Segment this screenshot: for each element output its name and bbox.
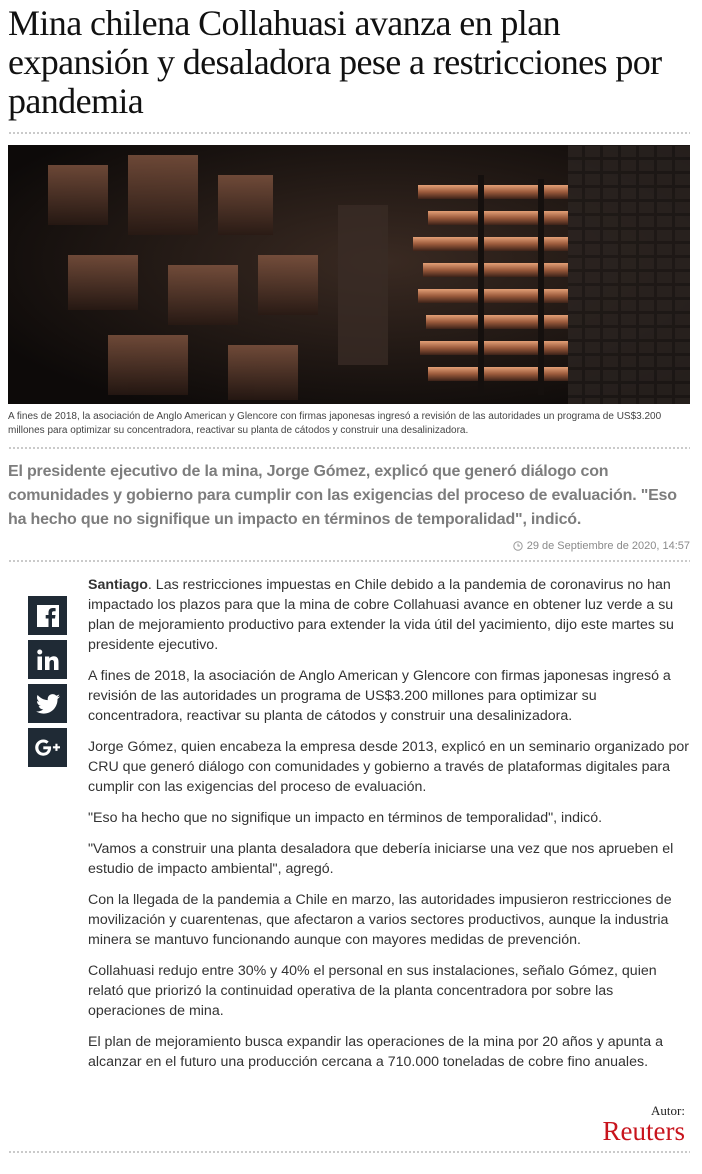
- body-paragraph: El plan de mejoramiento busca expandir las operaciones de la mina por 20 años y apunta a alcanzar en el futuro una producción cercana a 710.000 toneladas de cobre fino anuales.: [88, 1034, 663, 1070]
- body-paragraph: A fines de 2018, la asociación de Anglo American y Glencore con firmas japonesas ingresó a revisión de las autoridades un programa de US$3.200 millones para optimizar su concentradora, reactivar su planta de cátodos y construir una desalinizadora.: [88, 668, 671, 724]
- date-text: 29 de Septiembre de 2020, 14:57: [526, 540, 690, 552]
- share-facebook-button[interactable]: [28, 596, 67, 635]
- facebook-icon: [37, 605, 59, 627]
- dateline: Santiago: [88, 577, 148, 593]
- share-google-plus-button[interactable]: [28, 728, 67, 767]
- share-linkedin-button[interactable]: [28, 640, 67, 679]
- divider: [8, 559, 690, 564]
- divider: [8, 446, 690, 451]
- divider: [8, 1150, 690, 1155]
- article-body: [88, 575, 692, 1083]
- body-paragraph: "Vamos a construir una planta desaladora que debería iniciarse una vez que nos aprueben el estudio de impacto ambiental", agregó.: [88, 841, 674, 877]
- body-paragraph: Con la llegada de la pandemia a Chile en marzo, las autoridades impusieron restricciones de movilización y cuarentenas, que afectaron a varios sectores productivos, aunque la industria minera se mantuvo funcionando aunque con mayores medidas de prevención.: [88, 892, 672, 948]
- article-lead: El presidente ejecutivo de la mina, Jorge Gómez, explicó que generó diálogo con comunidades y gobierno para cumplir con las exigencias del proceso de evaluación. "Eso ha hecho que no signifique un impacto en términos de temporalidad", indicó.: [8, 463, 677, 528]
- image-caption: A fines de 2018, la asociación de Anglo American y Glencore con firmas japonesas ingresó a revisión de las autoridades un programa de US$3.200 millones para optimizar su concentradora, reactivar su planta de cátodos y construir una desalinizadora.: [8, 411, 662, 436]
- clock-icon: [513, 541, 523, 551]
- divider: [8, 131, 690, 136]
- body-paragraph: "Eso ha hecho que no signifique un impacto en términos de temporalidad", indicó.: [88, 810, 603, 826]
- article-date: [513, 540, 690, 552]
- article-headline: Mina chilena Collahuasi avanza en plan expansión y desaladora pese a restricciones por pandemia: [8, 3, 662, 121]
- author-name[interactable]: Reuters: [602, 1116, 685, 1146]
- share-twitter-button[interactable]: [28, 684, 67, 723]
- body-paragraph: Jorge Gómez, quien encabeza la empresa desde 2013, explicó en un seminario organizado por CRU que generó diálogo con comunidades y gobierno a través de plataformas digitales para cumplir con las exigencias del proceso de evaluación.: [88, 739, 689, 795]
- body-paragraph: Santiago. Las restricciones impuestas en Chile debido a la pandemia de coronavirus no han impactado los plazos para que la mina de cobre Collahuasi avance en obtener luz verde a su plan de mejoramiento productivo para extender la vida útil del yacimiento, dijo este martes su presidente ejecutivo.: [88, 577, 674, 653]
- linkedin-icon: [36, 648, 60, 672]
- author-label: Autor:: [651, 1103, 685, 1118]
- article-hero-image: [8, 145, 690, 404]
- google-plus-icon: [35, 739, 61, 757]
- twitter-icon: [36, 694, 60, 714]
- body-paragraph: Collahuasi redujo entre 30% y 40% el personal en sus instalaciones, señalo Gómez, quien relató que priorizó la continuidad operativa de la planta concentradora por sobre las operaciones de mina.: [88, 963, 657, 1019]
